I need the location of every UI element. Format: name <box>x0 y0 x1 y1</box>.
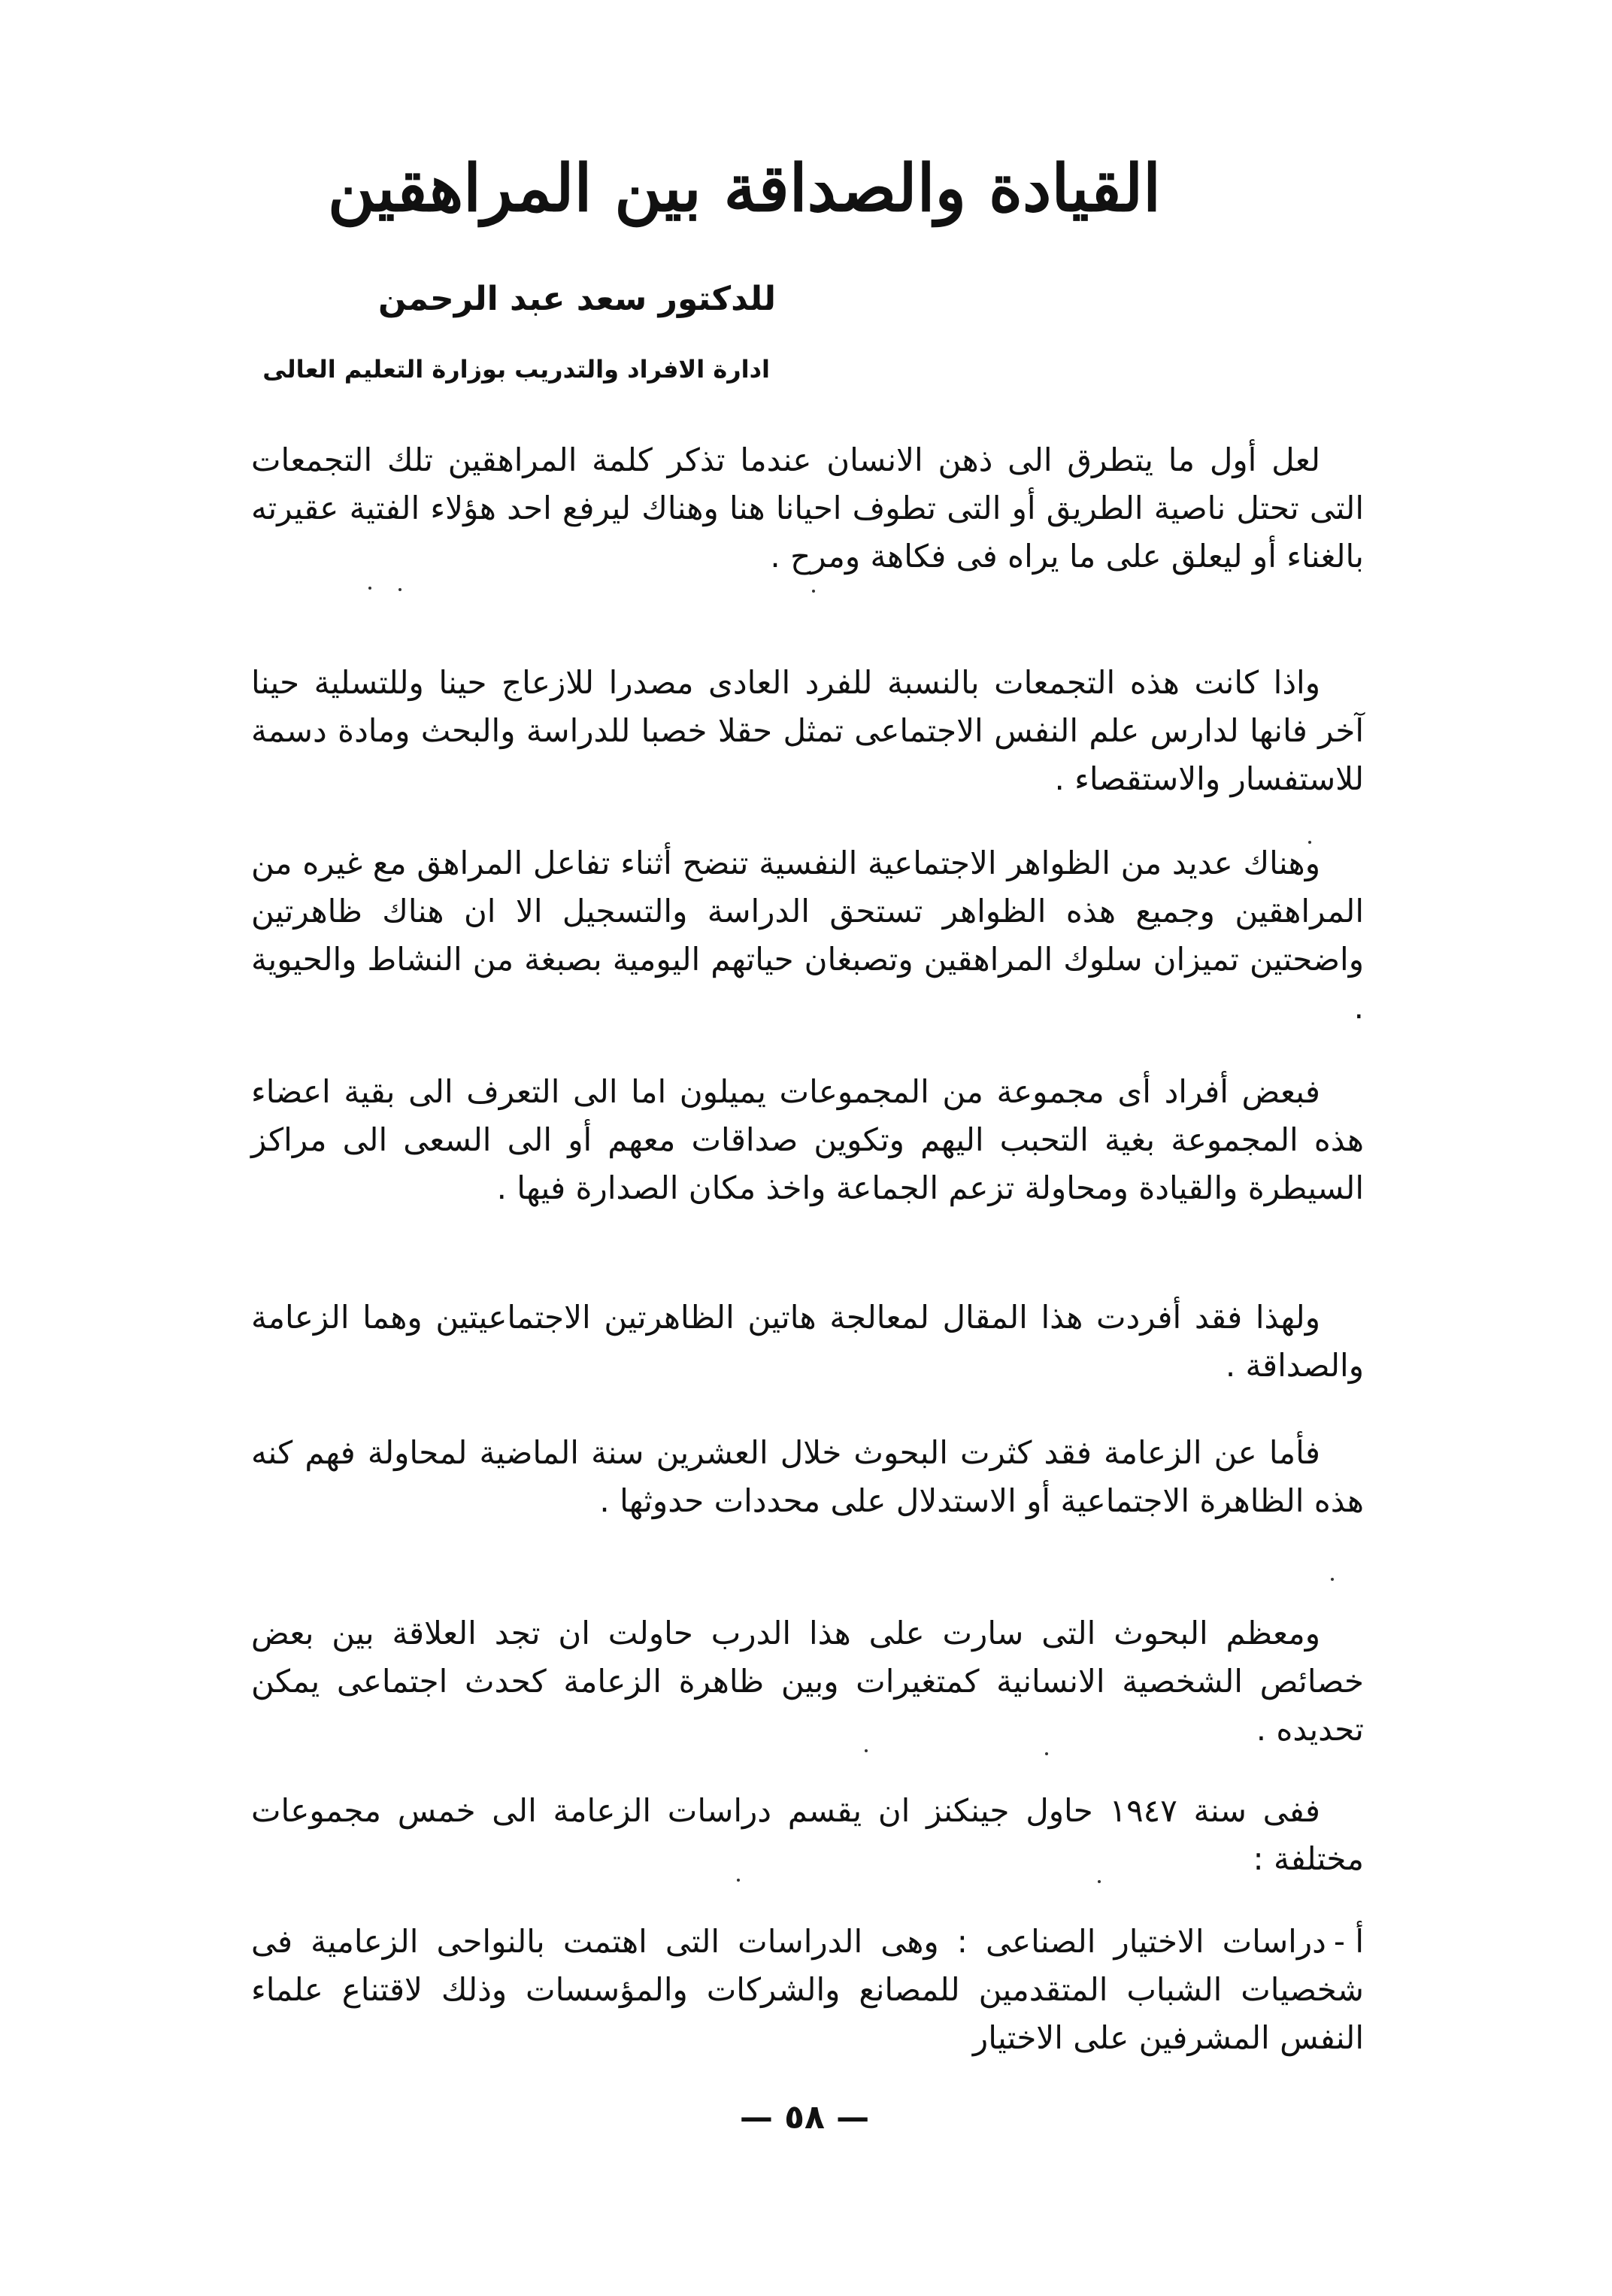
list-item <box>251 1918 1364 2062</box>
paragraph: فبعض أفراد أى مجموعة من المجموعات يميلون اما الى التعرف الى بقية اعضاء هذه المجموعة بغية التحبب اليهم وتكوين صداقات معهم أو الى السعى الى مراكز السيطرة والقيادة ومحاولة تزعم الجماعة واخذ مكان الصدارة فيها . <box>251 1073 1364 1206</box>
list-item-number: أ - <box>1333 1923 1364 1960</box>
article-title: القيادة والصداقة بين المراهقين <box>327 150 1162 226</box>
paragraph: ففى سنة ١٩٤٧ حاول جينكنز ان يقسم دراسات الزعامة الى خمس مجموعات مختلفة : <box>251 1792 1364 1877</box>
paragraph: لعل أول ما يتطرق الى ذهن الانسان عندما تذكر كلمة المراهقين تلك التجمعات التى تحتل ناصية الطريق أو التى تطوف احيانا هنا وهناك ليرفع احد هؤلاء الفتية عقيرته بالغناء أو ليعلق على ما يراه فى فكاهة ومرح . <box>251 441 1364 575</box>
paragraph: فأما عن الزعامة فقد كثرت البحوث خلال العشرين سنة الماضية لمحاولة فهم كنه هذه الظاهرة الاجتماعية أو الاستدلال على محددات حدوثها . <box>251 1434 1364 1519</box>
paragraph: ومعظم البحوث التى سارت على هذا الدرب حاولت ان تجد العلاقة بين بعض خصائص الشخصية الانسانية كمتغيرات وبين ظاهرة الزعامة كحدث اجتماعى يمكن تحديده . <box>251 1615 1364 1748</box>
paragraph: ولهذا فقد أفردت هذا المقال لمعالجة هاتين الظاهرتين الاجتماعيتين وهما الزعامة والصداقة . <box>251 1299 1364 1384</box>
author-line: للدكتور سعد عبد الرحمن <box>377 280 776 318</box>
page-number: — ٥٨ — <box>739 2098 870 2137</box>
paragraph: وهناك عديد من الظواهر الاجتماعية النفسية تنضح أثناء تفاعل المراهق مع غيره من المراهقين وجميع هذه الظواهر تستحق الدراسة والتسجيل الا ان هناك ظاهرتين واضحتين تميزان سلوك المراهقين وتصبغان حياتهم اليومية بصبغة من النشاط والحيوية . <box>251 845 1364 1026</box>
affiliation-line: ادارة الافراد والتدريب بوزارة التعليم العالى <box>262 355 770 384</box>
list-item-text: دراسات الاختيار الصناعى : وهى الدراسات التى اهتمت بالنواحى الزعامية فى شخصيات الشباب المتقدمين للمصانع والشركات والمؤسسات وذلك لاقتناع علماء النفس المشرفين على الاختيار <box>251 1923 1364 2056</box>
paragraph: واذا كانت هذه التجمعات بالنسبة للفرد العادى مصدرا للازعاج حينا وللتسلية حينا آخر فانها لدارس علم النفس الاجتماعى تمثل حقلا خصبا للدراسة والبحث ومادة دسمة للاستفسار والاستقصاء . <box>251 664 1364 797</box>
